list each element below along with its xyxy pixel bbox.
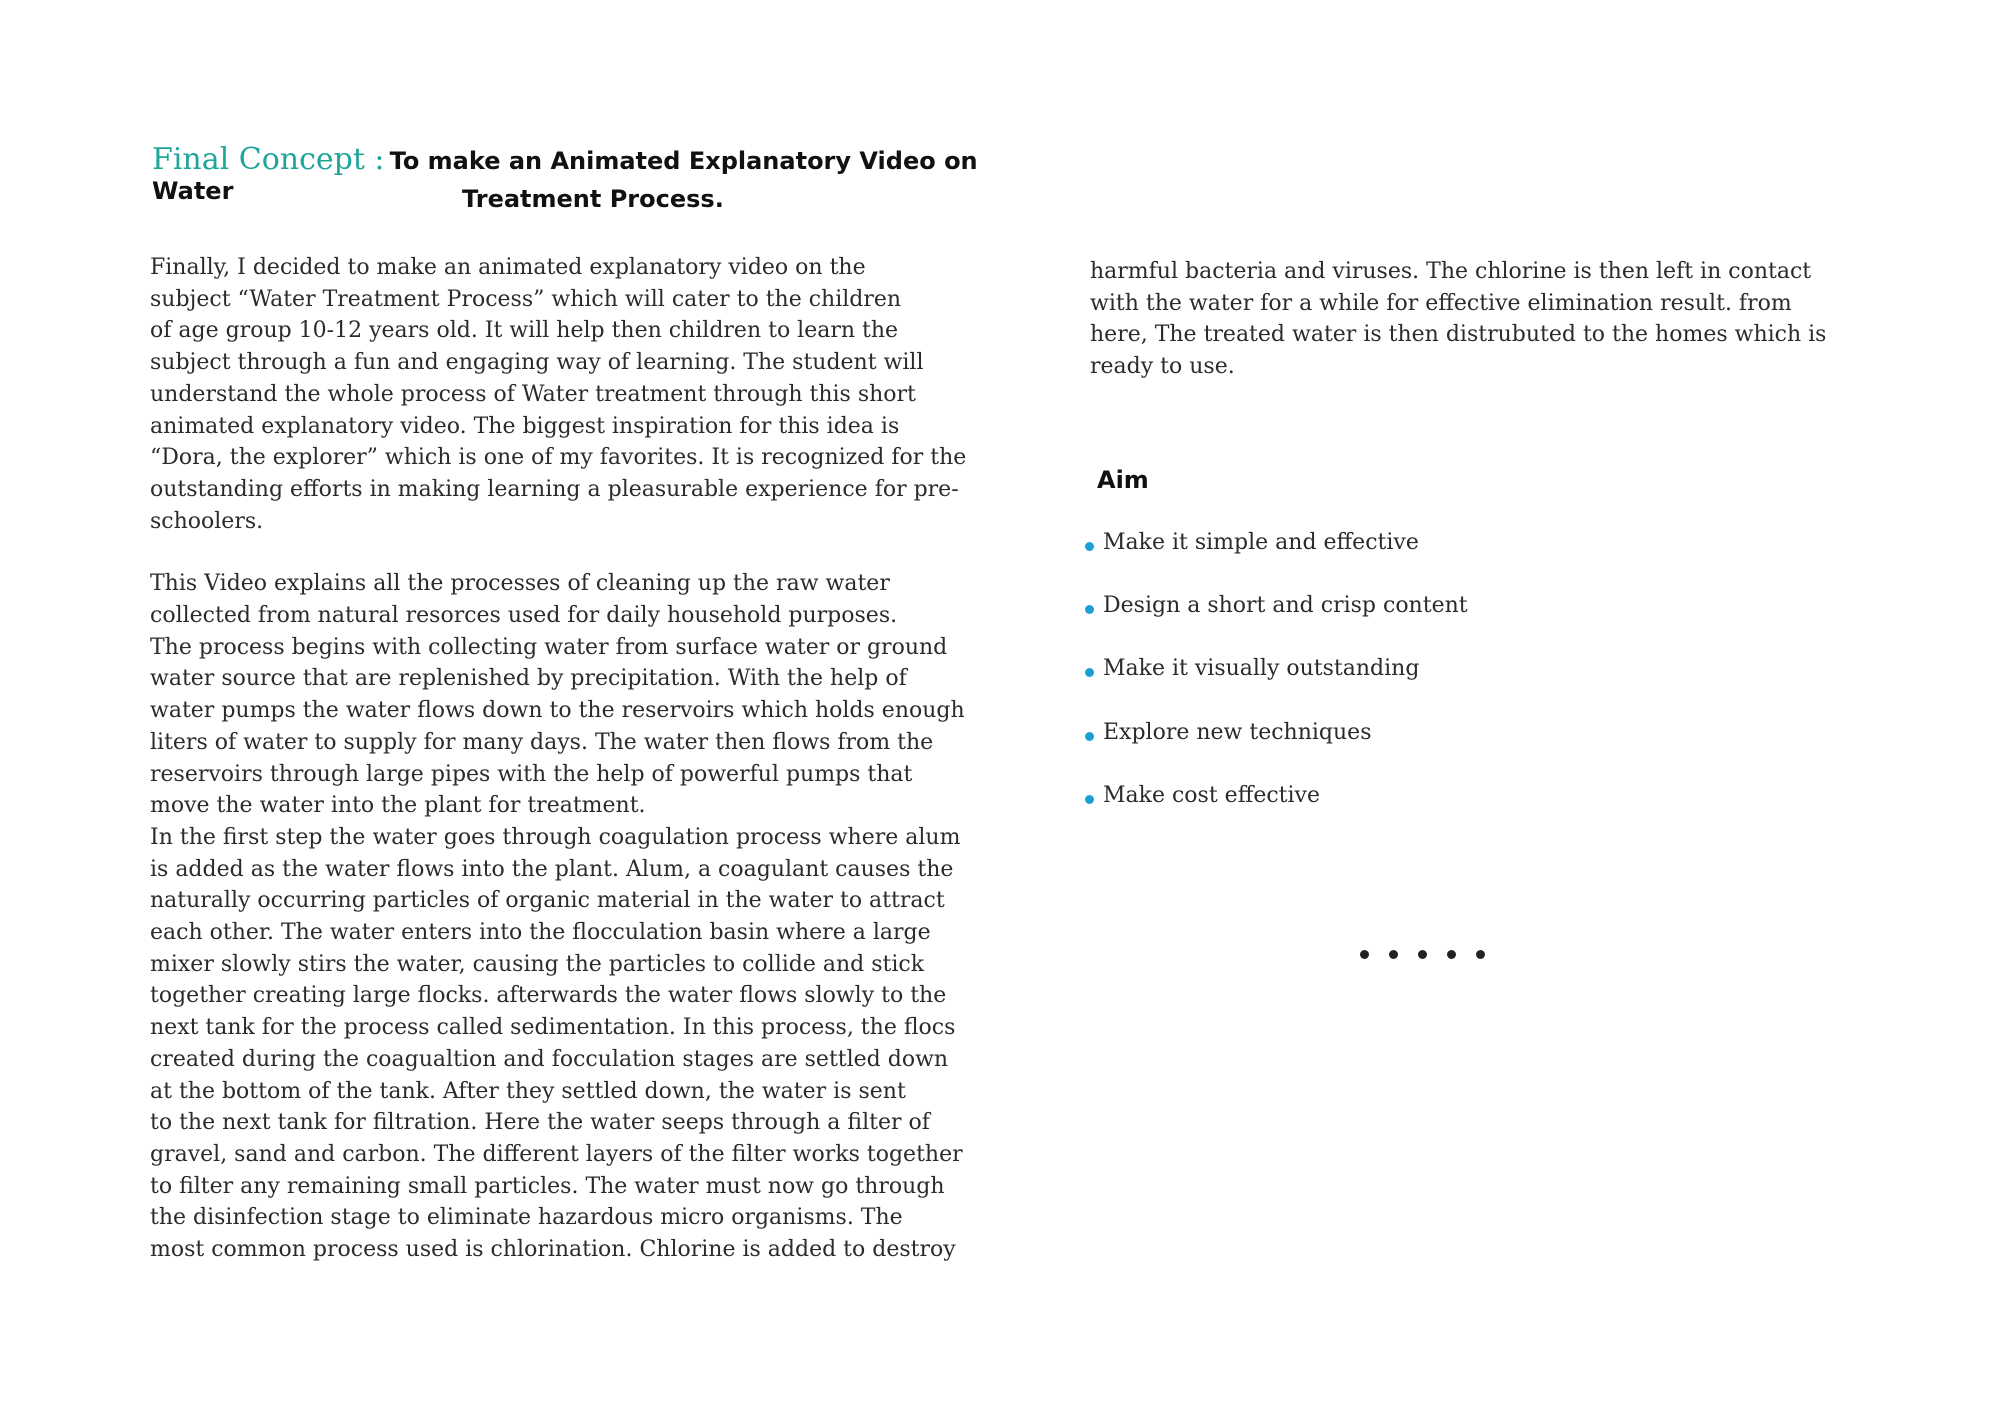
bullet-icon bbox=[1085, 732, 1094, 741]
aim-item bbox=[1085, 783, 1468, 846]
aim-item bbox=[1085, 720, 1468, 783]
aim-item-text: Design a short and crisp content bbox=[1103, 593, 1468, 619]
aim-item-text: Make it simple and effective bbox=[1103, 530, 1419, 555]
dot-icon bbox=[1360, 950, 1369, 959]
dot-icon bbox=[1418, 950, 1427, 959]
intro-paragraph: Finally, I decided to make an animated explanatory video on the subject “Water Treatment Process” which will cater to the children of age group 10-12 years old. It will help then children to learn the subject through a fun and engaging way of learning. The student will understand the whole process of Water treatment through this short animated explanatory video. The biggest inspiration for this idea is “Dora, the explorer” which is one of my favorites. It is recognized for the outstanding efforts in making learning a pleasurable experience for pre- schoolers. bbox=[150, 255, 967, 534]
aim-item-text: Make cost effective bbox=[1103, 782, 1320, 808]
aim-heading: Aim bbox=[1097, 466, 1149, 494]
final-concept-label: Final Concept : bbox=[152, 142, 385, 177]
aim-item-text: Explore new techniques bbox=[1103, 719, 1372, 745]
left-column bbox=[150, 252, 1030, 1266]
dot-icon bbox=[1389, 950, 1398, 959]
concept-title-line1: To make an Animated Explanatory Video on Water bbox=[152, 147, 978, 205]
aim-item-text: Make it visually outstanding bbox=[1103, 656, 1420, 682]
process-paragraph: This Video explains all the processes of cleaning up the raw water collected from natural resorces used for daily household purposes. The process begins with collecting water from surface water or ground water source that are replenished by precipitation. With the help of water pumps the water flows down to the reservoirs which holds enough liters of water to supply for many days. The water then flows from the reservoirs through large pipes with the help of powerful pumps that move the water into the plant for treatment. In the first step the water goes through coagulation process where alum is added as the water flows into the plant. Alum, a coagulant causes the naturally occurring particles of organic material in the water to attract each other. The water enters into the flocculation basin where a large mixer slowly stirs the water, causing the particles to collide and stick together creating large flocks. afterwards the water flows slowly to the next tank for the process called sedimentation. In this process, the flocs created during the coagualtion and focculation stages are settled down at the bottom of the tank. After they settled down, the water is sent to the next tank for filtration. Here the water seeps through a filter of gravel, sand and carbon. The different layers of the filter works together to filter any remaining small particles. The water must now go through the disinfection stage to eliminate hazardous micro organisms. The most common process used is chlorination. Chlorine is added to destroy bbox=[150, 571, 965, 1263]
bullet-icon bbox=[1085, 542, 1094, 551]
right-column bbox=[1090, 256, 1880, 383]
concept-title-line2: Treatment Process. bbox=[462, 185, 724, 213]
ellipsis-dots-icon bbox=[1360, 950, 1485, 959]
aim-item bbox=[1085, 656, 1468, 719]
aim-item bbox=[1085, 593, 1468, 656]
continued-paragraph: harmful bacteria and viruses. The chlorine is then left in contact with the water for a while for effective elimination result. from here, The treated water is then distrubuted to the homes which is ready to use. bbox=[1090, 259, 1827, 380]
bullet-icon bbox=[1085, 605, 1094, 614]
bullet-icon bbox=[1085, 795, 1094, 804]
dot-icon bbox=[1476, 950, 1485, 959]
aim-list bbox=[1085, 530, 1468, 846]
aim-item bbox=[1085, 530, 1468, 593]
bullet-icon bbox=[1085, 668, 1094, 677]
dot-icon bbox=[1447, 950, 1456, 959]
